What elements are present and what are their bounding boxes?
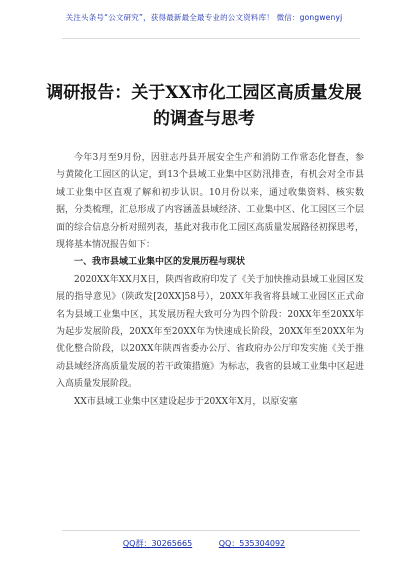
footer <box>0 538 408 549</box>
document-title: 调研报告：关于XX市化工园区高质量发展的调查与思考 <box>46 83 362 129</box>
footer-qq-group[interactable]: QQ群：30265665 <box>122 539 193 548</box>
footer-qq[interactable]: QQ：535304092 <box>218 539 286 548</box>
top-banner: 关注头条号“公文研究”，获得最新最全最专业的公文资料库！ 微信：gongwenyj <box>65 13 343 22</box>
paragraph-history: 2020XX年XX月X日，陕西省政府印发了《关于加快推动县域工业园区发展的指导意见》（陕政发[20XX]58号），20XX年我省将县域工业园区正式命名为县域工业集中区，其发展历程大致可分为四个阶段：20XX年至20XX年为起步发展阶段，20XX年至20XX年为快速成长阶段，20XX年至20XX年为优化整合阶段，以20XX年陕西省委办公厅、省政府办公厅印发实施《关于推动县域经济高质量发展的若干政策措施》为标志，我省的县域工业集中区起进入高质量发展阶段。 <box>56 274 364 390</box>
footer-divider <box>62 530 360 531</box>
paragraph-intro: 今年3月至9月份，因驻志丹县开展安全生产和消防工作常态化督查，参与黄陵化工园区的认定，到13个县域工业集中区防汛排查，有机会对全市县域工业集中区直观了解和初步认识。10月份以来，通过收集资料、核实数据，分类梳理，汇总形成了内容涵盖县域经济、工业集中区、化工园区三个层面的综合信息分析对照列表，基此对我市化工园区高质量发展路径初探思考，现将基本情况报告如下： <box>56 153 364 251</box>
header-divider <box>62 38 360 39</box>
paragraph-continued: XX市县域工业集中区建设起步于20XX年X月，以原安塞 <box>74 396 298 407</box>
document-body <box>56 150 364 411</box>
section-heading: 一、我市县域工业集中区的发展历程与现状 <box>74 257 246 268</box>
